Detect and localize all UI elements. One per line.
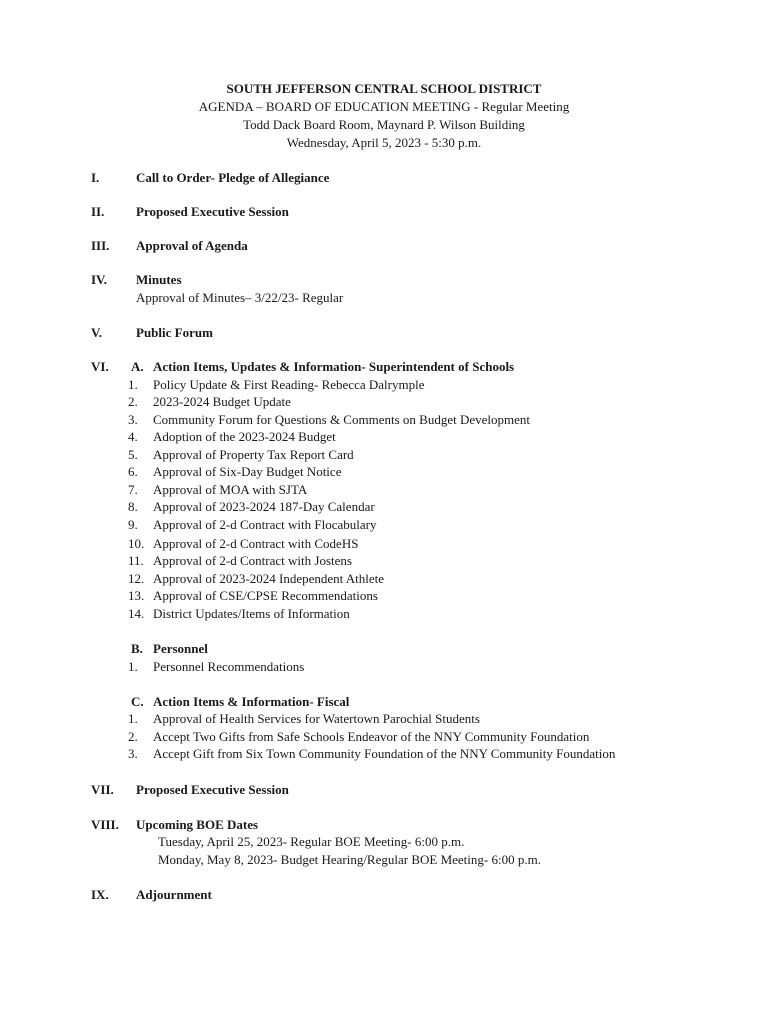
section-numeral: VIII. [91,817,119,832]
list-item: Approval of Property Tax Report Card [153,447,354,462]
list-item: Accept Two Gifts from Safe Schools Endeavor of the NNY Community Foundation [153,729,590,744]
subsection-letter: A. [131,359,144,374]
list-item: Approval of 2023-2024 Independent Athlete [153,571,385,586]
list-item: Approval of Six-Day Budget Notice [153,464,342,479]
item-number: 12. [128,571,145,586]
agenda-title: AGENDA – BOARD OF EDUCATION MEETING - Regular Meeting [198,99,570,114]
item-number: 4. [128,429,138,444]
minutes-detail: Approval of Minutes– 3/22/23- Regular [136,290,344,305]
list-item: Accept Gift from Six Town Community Foundation of the NNY Community Foundation [153,746,616,761]
section-numeral: IX. [91,887,109,902]
section-title: Proposed Executive Session [136,782,289,797]
meeting-location: Todd Dack Board Room, Maynard P. Wilson Building [243,117,525,132]
section-numeral: I. [91,170,100,185]
item-number: 5. [128,447,138,462]
subsection-letter: C. [131,694,144,709]
item-number: 2. [128,394,138,409]
section-title: Adjournment [136,887,212,902]
list-item: Personnel Recommendations [153,659,305,674]
subsection-title: Action Items, Updates & Information- Superintendent of Schools [153,359,515,374]
section-title: Call to Order- Pledge of Allegiance [136,170,330,185]
list-item: 2023-2024 Budget Update [153,394,291,409]
item-number: 14. [128,606,145,621]
agenda-header [0,80,768,152]
list-item: Approval of Health Services for Watertown Parochial Students [153,711,480,726]
item-number: 1. [128,659,138,674]
item-number: 7. [128,482,138,497]
list-item: Community Forum for Questions & Comments on Budget Development [153,412,530,427]
section-title: Proposed Executive Session [136,204,289,219]
list-item: Approval of CSE/CPSE Recommendations [153,588,378,603]
section-title: Approval of Agenda [136,238,248,253]
list-item: District Updates/Items of Information [153,606,350,621]
item-number: 11. [128,553,144,568]
section-numeral: IV. [91,272,108,287]
district-name: SOUTH JEFFERSON CENTRAL SCHOOL DISTRICT [226,81,542,96]
section-title: Minutes [136,272,182,287]
item-number: 1. [128,377,138,392]
section-title: Upcoming BOE Dates [136,817,259,832]
section-numeral: VI. [91,359,109,374]
list-item: Adoption of the 2023-2024 Budget [153,429,336,444]
section-numeral: V. [91,325,102,340]
item-number: 3. [128,412,138,427]
section-title: Public Forum [136,325,213,340]
item-number: 6. [128,464,138,479]
item-number: 10. [128,536,145,551]
subsection-title: Action Items & Information- Fiscal [153,694,350,709]
subsection-letter: B. [131,641,143,656]
meeting-date: Tuesday, April 25, 2023- Regular BOE Meeting- 6:00 p.m. [158,834,465,849]
subsection-title: Personnel [153,641,208,656]
item-number: 9. [128,517,138,532]
item-number: 3. [128,746,138,761]
list-item: Approval of 2023-2024 187-Day Calendar [153,499,375,514]
item-number: 8. [128,499,138,514]
item-number: 1. [128,711,138,726]
list-item: Approval of 2-d Contract with Flocabulary [153,517,377,532]
meeting-date: Monday, May 8, 2023- Budget Hearing/Regular BOE Meeting- 6:00 p.m. [158,852,541,867]
item-number: 2. [128,729,138,744]
list-item: Approval of MOA with SJTA [153,482,308,497]
meeting-datetime: Wednesday, April 5, 2023 - 5:30 p.m. [286,135,482,150]
section-numeral: VII. [91,782,114,797]
item-number: 13. [128,588,145,603]
section-numeral: III. [91,238,110,253]
list-item: Approval of 2-d Contract with Jostens [153,553,352,568]
section-numeral: II. [91,204,105,219]
list-item: Policy Update & First Reading- Rebecca Dalrymple [153,377,425,392]
list-item: Approval of 2-d Contract with CodeHS [153,536,359,551]
